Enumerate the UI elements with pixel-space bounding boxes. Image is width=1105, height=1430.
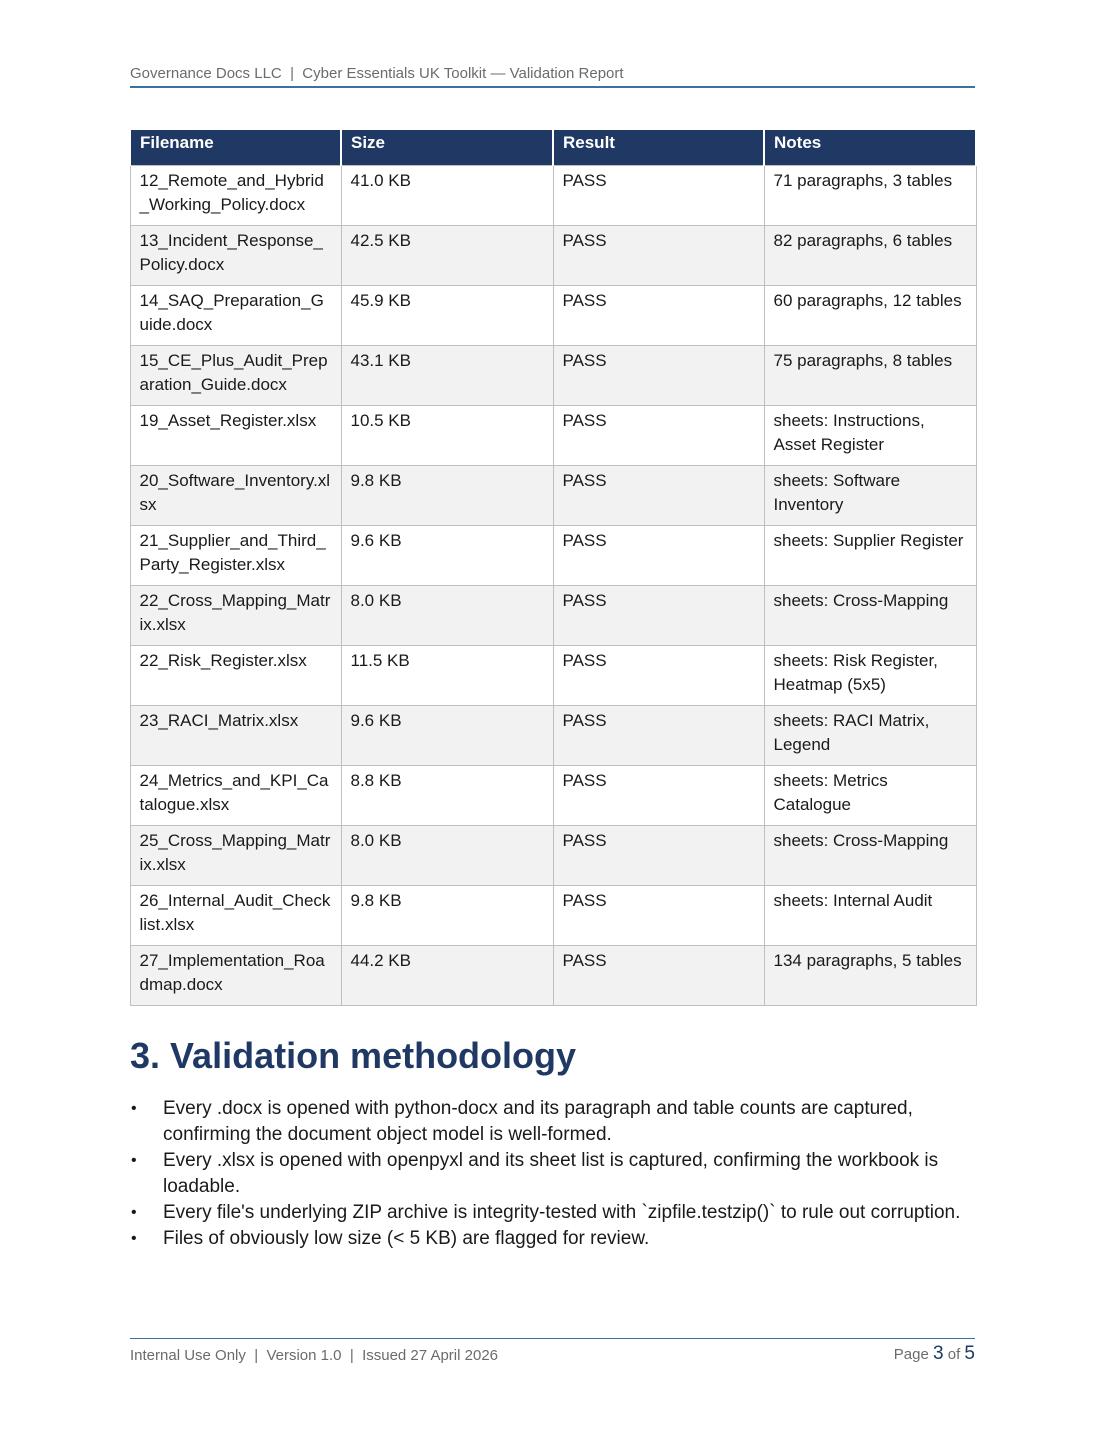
- page-of: of: [947, 1346, 961, 1363]
- cell-result: PASS: [553, 406, 764, 466]
- page-number: [894, 1343, 975, 1366]
- list-item: [130, 1200, 980, 1226]
- list-item-text: Every file's underlying ZIP archive is integrity-tested with `zipfile.testzip()` to rule out corruption.: [163, 1202, 961, 1223]
- cell-notes: sheets: Supplier Register: [764, 526, 976, 586]
- list-item: [130, 1148, 980, 1200]
- table-row: [130, 286, 976, 346]
- table-row: [130, 526, 976, 586]
- cell-filename: 22_Risk_Register.xlsx: [130, 646, 341, 706]
- cell-size: 8.8 KB: [341, 766, 553, 826]
- cell-size: 45.9 KB: [341, 286, 553, 346]
- cell-result: PASS: [553, 226, 764, 286]
- cell-size: 10.5 KB: [341, 406, 553, 466]
- section-heading: 3. Validation methodology: [130, 1035, 577, 1076]
- cell-notes: sheets: Internal Audit: [764, 886, 976, 946]
- cell-filename: 12_Remote_and_Hybrid_Working_Policy.docx: [130, 166, 341, 226]
- cell-filename: 24_Metrics_and_KPI_Catalogue.xlsx: [130, 766, 341, 826]
- bullet-icon: •: [131, 1100, 137, 1117]
- column-header-notes: Notes: [764, 130, 976, 166]
- cell-size: 43.1 KB: [341, 346, 553, 406]
- column-header-size: Size: [341, 130, 553, 166]
- page-header: [130, 64, 975, 88]
- cell-filename: 25_Cross_Mapping_Matrix.xlsx: [130, 826, 341, 886]
- cell-result: PASS: [553, 166, 764, 226]
- list-item: [130, 1096, 980, 1148]
- cell-filename: 13_Incident_Response_Policy.docx: [130, 226, 341, 286]
- cell-filename: 20_Software_Inventory.xlsx: [130, 466, 341, 526]
- column-header-filename: Filename: [130, 130, 341, 166]
- cell-notes: sheets: Instructions, Asset Register: [764, 406, 976, 466]
- bullet-icon: •: [131, 1204, 137, 1221]
- page-current: 3: [932, 1343, 944, 1364]
- methodology-list: [130, 1096, 980, 1252]
- cell-result: PASS: [553, 766, 764, 826]
- cell-filename: 22_Cross_Mapping_Matrix.xlsx: [130, 586, 341, 646]
- table-row: [130, 346, 976, 406]
- cell-result: PASS: [553, 826, 764, 886]
- cell-notes: sheets: RACI Matrix, Legend: [764, 706, 976, 766]
- bullet-icon: •: [131, 1230, 137, 1247]
- cell-result: PASS: [553, 466, 764, 526]
- cell-size: 8.0 KB: [341, 586, 553, 646]
- cell-notes: 60 paragraphs, 12 tables: [764, 286, 976, 346]
- cell-notes: sheets: Metrics Catalogue: [764, 766, 976, 826]
- cell-filename: 15_CE_Plus_Audit_Preparation_Guide.docx: [130, 346, 341, 406]
- cell-size: 44.2 KB: [341, 946, 553, 1006]
- footer-text: Internal Use Only | Version 1.0 | Issued 27 April 2026: [130, 1347, 498, 1364]
- table-row: [130, 706, 976, 766]
- cell-filename: 14_SAQ_Preparation_Guide.docx: [130, 286, 341, 346]
- cell-size: 41.0 KB: [341, 166, 553, 226]
- list-item: [130, 1226, 980, 1252]
- table-row: [130, 946, 976, 1006]
- cell-result: PASS: [553, 586, 764, 646]
- cell-result: PASS: [553, 886, 764, 946]
- cell-result: PASS: [553, 706, 764, 766]
- page-footer: [130, 1338, 975, 1369]
- table-row: [130, 646, 976, 706]
- cell-filename: 27_Implementation_Roadmap.docx: [130, 946, 341, 1006]
- cell-notes: sheets: Software Inventory: [764, 466, 976, 526]
- table-row: [130, 406, 976, 466]
- cell-result: PASS: [553, 526, 764, 586]
- cell-filename: 19_Asset_Register.xlsx: [130, 406, 341, 466]
- table-row: [130, 586, 976, 646]
- bullet-icon: •: [131, 1152, 137, 1169]
- table-row: [130, 886, 976, 946]
- header-text: Governance Docs LLC | Cyber Essentials UK Toolkit — Validation Report: [130, 65, 624, 82]
- cell-result: PASS: [553, 946, 764, 1006]
- cell-result: PASS: [553, 286, 764, 346]
- cell-notes: sheets: Cross-Mapping: [764, 586, 976, 646]
- cell-filename: 21_Supplier_and_Third_Party_Register.xlsx: [130, 526, 341, 586]
- table-row: [130, 766, 976, 826]
- list-item-text: Every .docx is opened with python-docx and its paragraph and table counts are captured, confirming the document object model is well-formed.: [163, 1098, 913, 1145]
- table-row: [130, 226, 976, 286]
- cell-size: 11.5 KB: [341, 646, 553, 706]
- cell-size: 9.8 KB: [341, 466, 553, 526]
- page-label: Page: [893, 1346, 929, 1363]
- list-item-text: Every .xlsx is opened with openpyxl and its sheet list is captured, confirming the workbook is loadable.: [163, 1150, 939, 1197]
- cell-notes: 71 paragraphs, 3 tables: [764, 166, 976, 226]
- cell-notes: 134 paragraphs, 5 tables: [764, 946, 976, 1006]
- list-item-text: Files of obviously low size (< 5 KB) are flagged for review.: [163, 1228, 650, 1249]
- cell-result: PASS: [553, 646, 764, 706]
- table-row: [130, 166, 976, 226]
- cell-notes: sheets: Risk Register, Heatmap (5x5): [764, 646, 976, 706]
- cell-size: 9.6 KB: [341, 526, 553, 586]
- column-header-result: Result: [553, 130, 764, 166]
- table-header-row: [130, 130, 976, 166]
- table-row: [130, 466, 976, 526]
- cell-notes: 75 paragraphs, 8 tables: [764, 346, 976, 406]
- validation-results-table: [129, 130, 977, 1006]
- cell-notes: 82 paragraphs, 6 tables: [764, 226, 976, 286]
- cell-size: 9.6 KB: [341, 706, 553, 766]
- cell-size: 42.5 KB: [341, 226, 553, 286]
- page-total: 5: [964, 1343, 975, 1364]
- cell-filename: 26_Internal_Audit_Checklist.xlsx: [130, 886, 341, 946]
- cell-filename: 23_RACI_Matrix.xlsx: [130, 706, 341, 766]
- table-row: [130, 826, 976, 886]
- cell-notes: sheets: Cross-Mapping: [764, 826, 976, 886]
- cell-result: PASS: [553, 346, 764, 406]
- cell-size: 9.8 KB: [341, 886, 553, 946]
- cell-size: 8.0 KB: [341, 826, 553, 886]
